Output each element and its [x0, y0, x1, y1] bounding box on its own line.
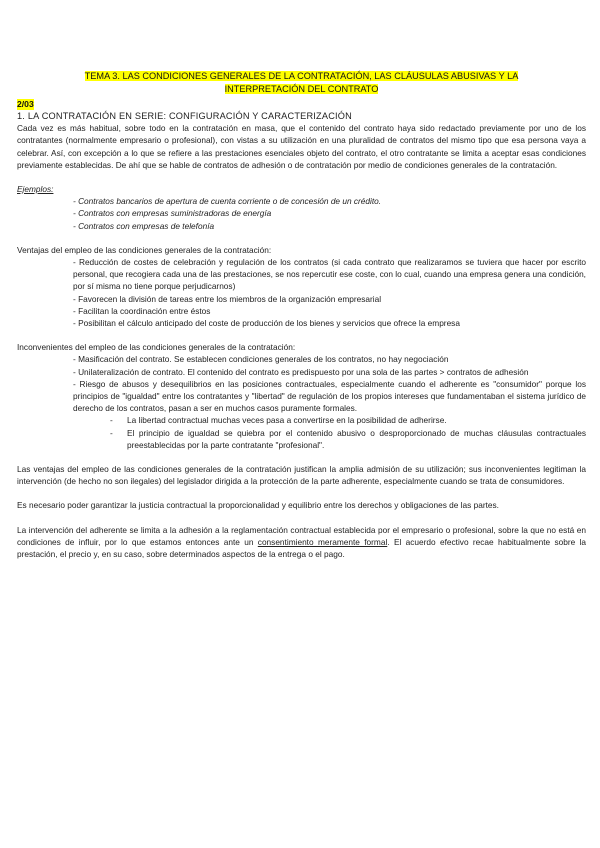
- justification-paragraph: Las ventajas del empleo de las condiciones generales de la contratación justifican la amplia admisión de su utilización; sus inconvenientes legitiman la intervención (de hecho no son ilegales) del legislador dirigida a la protección de la parte adherente, especialmente cuando se trata de consumidores.: [17, 464, 586, 487]
- bullet-dash: -: [110, 427, 113, 438]
- subitem-text: El principio de igualdad se quiebra por el contenido abusivo o desproporcionado de muchas cláusulas contractuales preestablecidas por la parte contratante "profesional".: [127, 427, 586, 450]
- section-heading: 1. LA CONTRATACIÓN EN SERIE: CONFIGURACIÓN Y CARACTERIZACIÓN: [17, 111, 352, 122]
- intro-paragraph: Cada vez es más habitual, sobre todo en la contratación en masa, que el contenido del contrato haya sido redactado previamente por uno de los contratantes (normalmente empresario o profesional), con vistas a su utilización en una pluralidad de contratos del mismo tipo que esa persona vaya a celebrar. Así, con excepción a lo que se refiere a las prestaciones esenciales objeto del contrato, el otro contratante se limita a aceptar esas condiciones previamente establecidas. De ahí que se hable de contratos de adhesión o de contratación por medio de condiciones generales de la contratación.: [17, 123, 586, 170]
- example-item: - Contratos bancarios de apertura de cuenta corriente o de concesión de un crédito.: [73, 196, 382, 207]
- title-line-2: INTERPRETACIÓN DEL CONTRATO: [224, 84, 379, 94]
- adhesion-text-before: La intervención del adherente se limita a la adhesión a la reglamentación contractual establecida por el empresario o profesional, sobre la que no está en condiciones de influir, por lo que estamos entonces ante un: [17, 524, 586, 547]
- example-item: - Contratos con empresas de telefonía: [73, 220, 215, 231]
- advantage-item: - Posibilitan el cálculo anticipado del coste de producción de los bienes y servicios que ofrece la empresa: [73, 318, 460, 329]
- example-item: - Contratos con empresas suministradoras de energía: [73, 208, 272, 219]
- examples-label: Ejemplos:: [17, 184, 54, 195]
- date-label: 2/03: [17, 99, 34, 109]
- disadvantage-item: - Riesgo de abusos y desequilibrios en las posiciones contractuales, especialmente cuando el adherente es "consumidor" porque los principios de "igualdad" entre los contratantes y "libertad" de regulación de los propios intereses que fundamentaban el sistema jurídico de derecho de los contratos, pasan a ser en muchos casos puramente formales.: [73, 378, 586, 414]
- disadvantage-item: - Masificación del contrato. Se establecen condiciones generales de los contratos, no hay negociación: [73, 354, 449, 365]
- document-page: [17, 70, 586, 560]
- advantage-item: - Reducción de costes de celebración y regulación de los contratos (si cada contrato que realizaramos se tuviera que hacer por escrito personal, que recogiera cada una de las prestaciones, se nos repercutir ese coste, con lo cual, cuando una empresa genera una condición, por sí misma no tiene porque perjudicarnos): [73, 257, 586, 292]
- adhesion-paragraph: [17, 524, 586, 561]
- disadvantage-subitem: [110, 414, 586, 426]
- justice-paragraph: Es necesario poder garantizar la justicia contractual la proporcionalidad y equilibrio entre los derechos y obligaciones de las partes.: [17, 500, 499, 511]
- disadvantage-item: - Unilateralización de contrato. El contenido del contrato es predispuesto por una sola de las partes > contratos de adhesión: [73, 366, 529, 377]
- advantage-item: - Facilitan la coordinación entre éstos: [73, 305, 211, 316]
- disadvantage-subitem: [110, 427, 586, 451]
- advantage-item: - Favorecen la división de tareas entre los miembros de la organización empresarial: [73, 293, 382, 304]
- formal-consent-term: consentimiento meramente formal: [257, 536, 388, 547]
- advantages-intro: Ventajas del empleo de las condiciones generales de la contratación:: [17, 244, 272, 255]
- adhesion-text-after: . El acuerdo efectivo recae habitualmente sobre la prestación, el precio y, en su caso, sobre determinados aspectos de la entrega o el pago.: [17, 536, 586, 560]
- document-title: [17, 70, 586, 96]
- subitem-text: La libertad contractual muchas veces pasa a convertirse en la posibilidad de adherirse.: [127, 415, 447, 426]
- title-line-1: TEMA 3. LAS CONDICIONES GENERALES DE LA CONTRATACIÓN, LAS CLÁUSULAS ABUSIVAS Y LA: [84, 71, 519, 81]
- disadvantages-intro: Inconvenientes del empleo de las condiciones generales de la contratación:: [17, 342, 296, 353]
- bullet-dash: -: [110, 415, 113, 426]
